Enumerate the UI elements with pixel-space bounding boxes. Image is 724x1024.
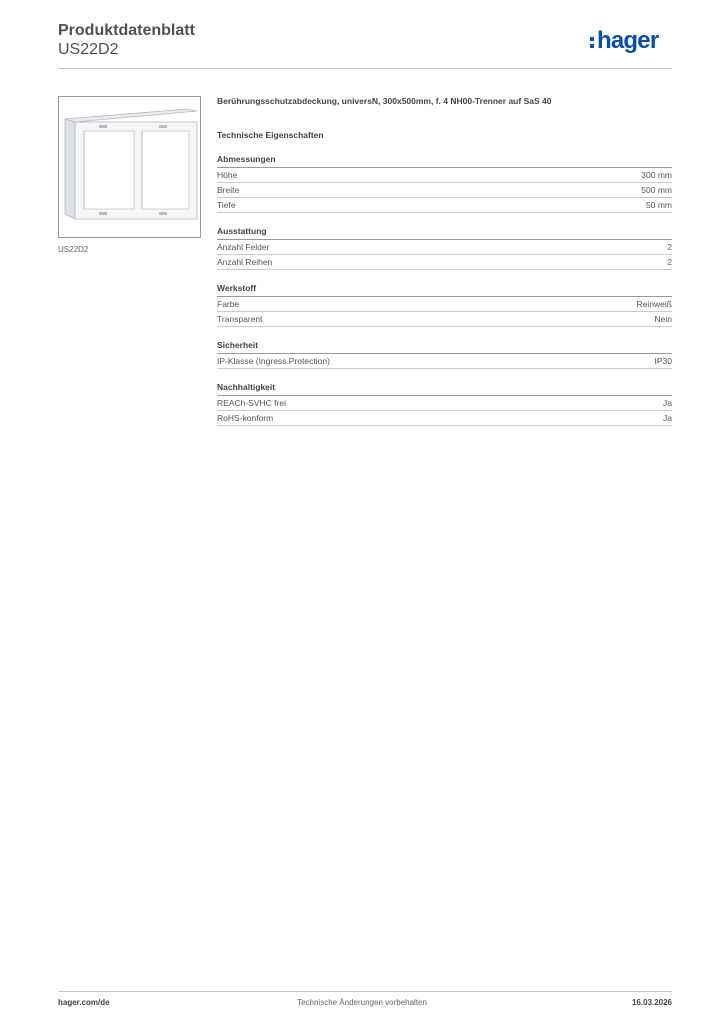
spec-label: Anzahl Felder bbox=[217, 242, 270, 252]
footer-note: Technische Änderungen vorbehalten bbox=[297, 998, 427, 1007]
group-title: Sicherheit bbox=[217, 340, 672, 354]
spec-row bbox=[217, 354, 672, 369]
spec-row bbox=[217, 312, 672, 327]
image-caption: US22D2 bbox=[58, 245, 89, 254]
spec-label: Breite bbox=[217, 185, 240, 195]
group-title: Abmessungen bbox=[217, 154, 672, 168]
spec-value: 2 bbox=[667, 242, 672, 252]
group-title: Werkstoff bbox=[217, 283, 672, 297]
product-image bbox=[58, 96, 201, 238]
product-frame-illustration bbox=[59, 97, 200, 237]
header-divider bbox=[58, 68, 672, 69]
footer-website-link[interactable]: hager.com/de bbox=[58, 998, 110, 1007]
spec-row bbox=[217, 240, 672, 255]
spec-group-ausstattung bbox=[217, 226, 672, 270]
section-title: Technische Eigenschaften bbox=[217, 130, 324, 140]
spec-label: Tiefe bbox=[217, 200, 236, 210]
spec-row bbox=[217, 255, 672, 270]
spec-label: Transparent bbox=[217, 314, 263, 324]
spec-label: Höhe bbox=[217, 170, 238, 180]
spec-value: Ja bbox=[663, 398, 672, 408]
spec-value: 2 bbox=[667, 257, 672, 267]
group-title: Ausstattung bbox=[217, 226, 672, 240]
spec-value: 500 mm bbox=[641, 185, 672, 195]
spec-group-abmessungen bbox=[217, 154, 672, 213]
spec-label: REACh-SVHC frei bbox=[217, 398, 286, 408]
page-title: Produktdatenblatt bbox=[58, 22, 195, 39]
spec-row bbox=[217, 411, 672, 426]
product-code: US22D2 bbox=[58, 41, 119, 58]
footer-date: 16.03.2026 bbox=[631, 998, 672, 1007]
logo-dots-icon bbox=[590, 37, 594, 51]
spec-value: IP30 bbox=[654, 356, 672, 366]
group-title: Nachhaltigkeit bbox=[217, 382, 672, 396]
logo-wordmark: hager bbox=[597, 27, 659, 54]
footer-divider bbox=[58, 991, 672, 992]
spec-row bbox=[217, 183, 672, 198]
spec-label: IP-Klasse (Ingress Protection) bbox=[217, 356, 330, 366]
product-description: Berührungsschutzabdeckung, universN, 300x500mm, f. 4 NH00-Trenner auf SaS 40 bbox=[217, 96, 552, 106]
spec-row bbox=[217, 297, 672, 312]
spec-row bbox=[217, 198, 672, 213]
spec-label: RoHS-konform bbox=[217, 413, 274, 423]
spec-value: Nein bbox=[654, 314, 672, 324]
spec-value: Reinweiß bbox=[636, 299, 672, 309]
spec-row bbox=[217, 396, 672, 411]
spec-group-werkstoff bbox=[217, 283, 672, 327]
spec-row bbox=[217, 168, 672, 183]
spec-label: Anzahl Reihen bbox=[217, 257, 273, 267]
spec-group-sicherheit bbox=[217, 340, 672, 369]
spec-group-nachhaltigkeit bbox=[217, 382, 672, 426]
spec-value: 300 mm bbox=[641, 170, 672, 180]
spec-value: 50 mm bbox=[646, 200, 672, 210]
spec-value: Ja bbox=[663, 413, 672, 423]
spec-label: Farbe bbox=[217, 299, 240, 309]
spec-content bbox=[217, 96, 672, 426]
hager-logo bbox=[590, 28, 676, 56]
